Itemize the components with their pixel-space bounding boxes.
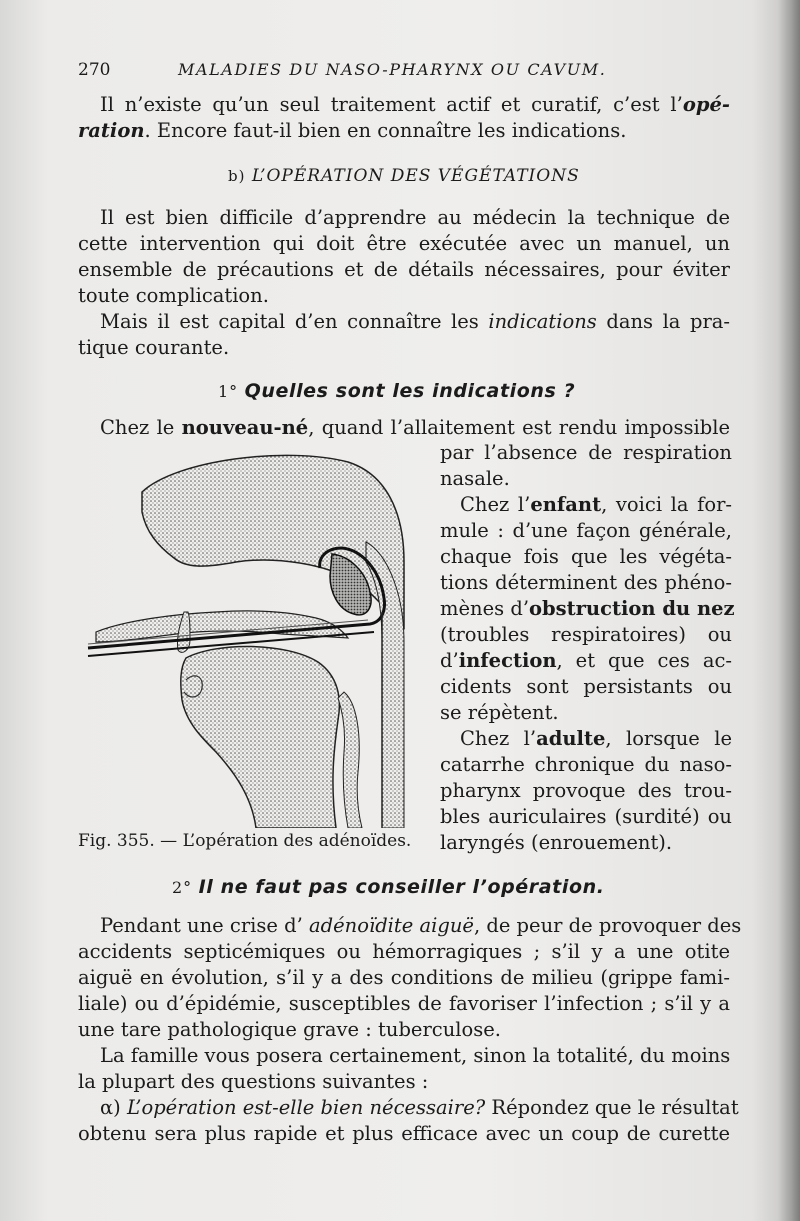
col-text-6: tions déterminent des phéno- — [440, 571, 732, 594]
col-text-1: par l’absence de respiration — [440, 441, 732, 464]
col-text-3b: , voici la for- — [601, 493, 732, 516]
col-text-9a: d’ — [440, 649, 459, 672]
para-mais-post: dans la pra- — [596, 310, 730, 333]
col-text-7a: mènes d’ — [440, 597, 530, 620]
intro-line-2 — [78, 118, 730, 144]
para-crise-text-5: une tare pathologique grave : tuberculose. — [78, 1018, 501, 1041]
section-b-title: L’OPÉRATION DES VÉGÉTATIONS — [251, 166, 580, 186]
intro-bold-2: ration — [78, 119, 145, 142]
col-bold-enfant: enfant — [530, 493, 602, 516]
para-alpha-text-2: obtenu sera plus rapide et plus efficace avec un coup de curette — [78, 1122, 730, 1145]
para-b-line-3 — [78, 257, 730, 283]
col-text-10: cidents sont persistants ou — [440, 675, 732, 698]
col-line-12 — [440, 726, 732, 752]
para-crise-text-4: liale) ou d’épidémie, susceptibles de favoriser l’infection ; s’il y a — [78, 992, 730, 1015]
col-text-11: se répètent. — [440, 701, 559, 724]
section-2-title: Il ne faut pas conseiller l’opération. — [198, 876, 605, 898]
intro-bold-1: opé- — [682, 93, 730, 116]
para-b-text-2: cette intervention qui doit être exécutée avec un manuel, un — [78, 232, 730, 255]
para-mais-pre: Mais il est capital d’en connaître les — [100, 310, 489, 333]
section-1-number: 1° — [218, 382, 239, 401]
col-text-8: (troubles respiratoires) ou — [440, 623, 732, 646]
col-line-7 — [440, 596, 735, 622]
para-b-text-4: toute complication. — [78, 284, 269, 307]
para-crise-em: adénoïdite aiguë — [309, 914, 474, 937]
col-bold-adulte: adulte — [536, 727, 606, 750]
col-text-4: mule : d’une façon générale, — [440, 519, 732, 542]
col-text-14: pharynx provoque des trou- — [440, 779, 732, 802]
col-line-3 — [440, 492, 732, 518]
para-mais-text-2: tique courante. — [78, 336, 230, 359]
col-text-15: bles auriculaires (surdité) ou — [440, 805, 732, 828]
col-text-13: catarrhe chronique du naso- — [440, 753, 732, 776]
col-line-16 — [440, 830, 732, 856]
figure-caption: Fig. 355. — L’opération des adénoïdes. — [78, 831, 412, 851]
para-crise-post: , de peur de provoquer des — [473, 914, 742, 937]
para-b-text-1: Il est bien difficile d’apprendre au médecin la technique de — [100, 206, 730, 229]
col-line-8 — [440, 622, 732, 648]
para-nouveau-post: , quand l’allaitement est rendu impossible — [308, 416, 731, 439]
col-line-15 — [440, 804, 732, 830]
para-crise-pre: Pendant une crise d’ — [100, 914, 310, 937]
para-mais-em: indications — [488, 310, 597, 333]
col-line-6 — [440, 570, 732, 596]
para-crise-line-3 — [78, 965, 730, 991]
para-nouveau-pre: Chez le — [100, 416, 182, 439]
para-crise-line-5 — [78, 1017, 730, 1043]
para-mais-line-1 — [78, 309, 730, 335]
page-edge-shadow — [778, 0, 800, 1221]
col-line-14 — [440, 778, 732, 804]
para-b-text-3: ensemble de précautions et de détails nécessaires, pour éviter — [78, 258, 730, 281]
col-line-13 — [440, 752, 732, 778]
para-b-line-2 — [78, 231, 730, 257]
para-nouveau-line — [78, 415, 730, 441]
section-1-title: Quelles sont les indications ? — [244, 380, 576, 402]
running-title: MALADIES DU NASO-PHARYNX OU CAVUM. — [178, 60, 607, 79]
para-alpha-em: L’opération est-elle bien nécessaire? — [126, 1096, 486, 1119]
para-alpha-line-1 — [78, 1095, 739, 1121]
para-b-line-1 — [78, 205, 730, 231]
col-text-12b: , lorsque le — [605, 727, 732, 750]
anatomical-illustration — [86, 452, 416, 828]
col-text-5: chaque fois que les végéta- — [440, 545, 732, 568]
para-famille-line-1 — [78, 1043, 730, 1069]
section-b-prefix: b) — [228, 167, 246, 185]
para-b-line-4 — [78, 283, 730, 309]
col-line-5 — [440, 544, 732, 570]
para-crise-line-4 — [78, 991, 730, 1017]
col-line-2 — [440, 466, 732, 492]
col-text-12a: Chez l’ — [460, 727, 537, 750]
page-number: 270 — [78, 60, 111, 80]
para-famille-text-2: la plupart des questions suivantes : — [78, 1070, 429, 1093]
para-nouveau-bold: nouveau-né — [181, 416, 309, 439]
section-1-heading — [218, 380, 575, 402]
para-alpha-pre: α) — [100, 1096, 127, 1119]
para-alpha-post: Répondez que le résultat — [485, 1096, 739, 1119]
section-2-number: 2° — [172, 878, 193, 897]
col-text-16: laryngés (enrouement). — [440, 831, 673, 854]
intro-text-2: . Encore faut-il bien en connaître les indications. — [144, 119, 627, 142]
para-famille-text-1: La famille vous posera certainement, sinon la totalité, du moins — [100, 1044, 731, 1067]
para-crise-text-3: aiguë en évolution, s’il y a des conditions de milieu (grippe fami- — [78, 966, 730, 989]
col-line-4 — [440, 518, 732, 544]
para-crise-text-2: accidents septicémiques ou hémorragiques ; s’il y a une otite — [78, 940, 730, 963]
col-line-1 — [440, 440, 732, 466]
col-line-9 — [440, 648, 732, 674]
page-header — [78, 60, 728, 86]
figure-adenoid-operation — [86, 452, 416, 828]
intro-text-1: Il n’existe qu’un seul traitement actif et curatif, c’est l’ — [100, 93, 683, 116]
para-famille-line-2 — [78, 1069, 730, 1095]
para-crise-line-1 — [78, 913, 742, 939]
para-crise-line-2 — [78, 939, 730, 965]
col-line-11 — [440, 700, 732, 726]
col-line-10 — [440, 674, 732, 700]
col-bold-infection: infection — [458, 649, 557, 672]
col-text-2: nasale. — [440, 467, 510, 490]
section-b-heading — [228, 166, 580, 186]
col-bold-obstruction: obstruction du nez — [529, 597, 735, 620]
intro-line-1 — [78, 92, 730, 118]
para-alpha-line-2 — [78, 1121, 730, 1147]
col-text-3a: Chez l’ — [460, 493, 531, 516]
para-mais-line-2 — [78, 335, 730, 361]
col-text-9b: , et que ces ac- — [556, 649, 732, 672]
section-2-heading — [172, 876, 605, 898]
